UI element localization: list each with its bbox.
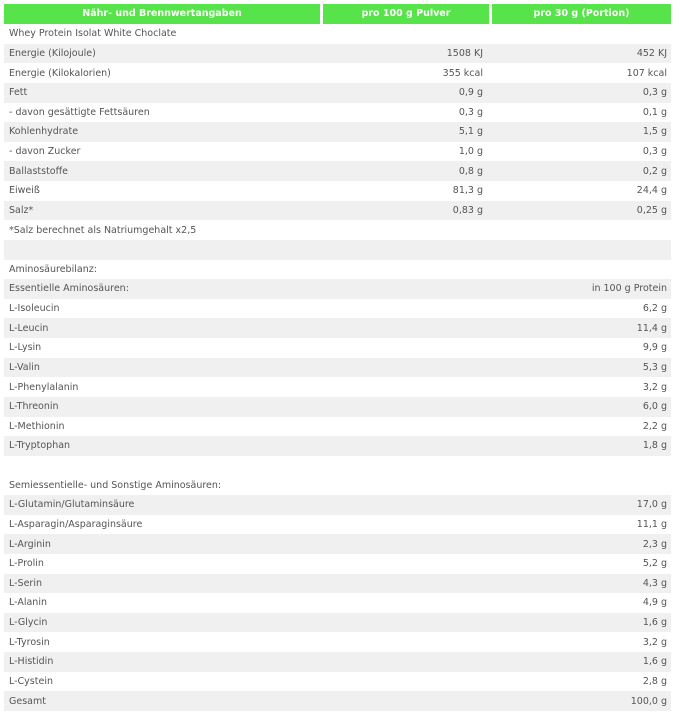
nutrition-table xyxy=(4,4,671,711)
amino-label: L-Isoleucin xyxy=(9,303,60,315)
table-row xyxy=(4,181,671,201)
table-row xyxy=(4,515,671,535)
amino-value: 1,8 g xyxy=(642,440,667,452)
salt-note: *Salz berechnet als Natriumgehalt x2,5 xyxy=(9,224,197,236)
table-row xyxy=(4,613,671,633)
amino-value: 4,9 g xyxy=(642,597,667,609)
nutrient-label: - davon gesättigte Fettsäuren xyxy=(9,106,150,118)
table-row xyxy=(4,377,671,397)
salt-note-row xyxy=(4,220,671,240)
spacer-row xyxy=(4,456,671,476)
nutrient-label: - davon Zucker xyxy=(9,146,81,158)
amino-value: 17,0 g xyxy=(636,499,667,511)
amino-value: 3,2 g xyxy=(642,381,667,393)
nutrient-per-serving: 0,25 g xyxy=(636,204,667,216)
nutrient-per-100g: 0,83 g xyxy=(452,204,483,216)
nutrient-per-100g: 1508 KJ xyxy=(446,47,483,59)
nutrient-label: Energie (Kilojoule) xyxy=(9,47,96,59)
table-row xyxy=(4,436,671,456)
amino-value: 2,3 g xyxy=(642,538,667,550)
table-row xyxy=(4,338,671,358)
table-row xyxy=(4,554,671,574)
amino-value: 2,2 g xyxy=(642,420,667,432)
table-row xyxy=(4,83,671,103)
table-row xyxy=(4,44,671,64)
amino-label: L-Histidin xyxy=(9,656,54,668)
table-row xyxy=(4,632,671,652)
table-row xyxy=(4,63,671,83)
amino-value: 11,1 g xyxy=(636,518,667,530)
nutrient-per-100g: 81,3 g xyxy=(452,185,483,197)
nutrient-label: Eiweiß xyxy=(9,185,40,197)
nutrient-label: Energie (Kilokalorien) xyxy=(9,67,111,79)
semi-title: Semiessentielle- und Sonstige Aminosäuren: xyxy=(9,479,222,491)
amino-value: 6,2 g xyxy=(642,303,667,315)
nutrient-per-100g: 355 kcal xyxy=(442,67,483,79)
amino-label: L-Alanin xyxy=(9,597,47,609)
table-row xyxy=(4,652,671,672)
table-row xyxy=(4,495,671,515)
essential-rows xyxy=(4,299,671,456)
table-row xyxy=(4,417,671,437)
amino-label: L-Lysin xyxy=(9,342,42,354)
table-row xyxy=(4,122,671,142)
amino-label: L-Phenylalanin xyxy=(9,381,79,393)
amino-value: 6,0 g xyxy=(642,401,667,413)
nutrient-per-serving: 452 KJ xyxy=(636,47,667,59)
amino-label: L-Prolin xyxy=(9,558,44,570)
nutrient-per-100g: 0,8 g xyxy=(458,165,483,177)
header-nutrition-facts: Nähr- und Brennwertangaben xyxy=(4,4,320,24)
nutrient-label: Fett xyxy=(9,87,28,99)
table-row xyxy=(4,672,671,692)
essential-unit-label: in 100 g Protein xyxy=(591,283,667,295)
total-label: Gesamt xyxy=(9,695,46,707)
amino-value: 5,2 g xyxy=(642,558,667,570)
essential-header-row xyxy=(4,279,671,299)
nutrient-label: Kohlenhydrate xyxy=(9,126,79,138)
nutrient-label: Ballaststoffe xyxy=(9,165,68,177)
amino-value: 5,3 g xyxy=(642,361,667,373)
semi-header-row xyxy=(4,475,671,495)
amino-label: L-Asparagin/Asparaginsäure xyxy=(9,518,143,530)
amino-value: 1,6 g xyxy=(642,656,667,668)
table-row xyxy=(4,593,671,613)
amino-label: L-Tryptophan xyxy=(9,440,71,452)
nutrient-per-100g: 0,3 g xyxy=(458,106,483,118)
table-row xyxy=(4,103,671,123)
amino-label: L-Valin xyxy=(9,361,40,373)
table-row xyxy=(4,574,671,594)
product-name: Whey Protein Isolat White Choclate xyxy=(9,28,177,40)
total-row xyxy=(4,691,671,711)
nutrient-per-serving: 0,3 g xyxy=(642,146,667,158)
header-per-100g: pro 100 g Pulver xyxy=(323,4,489,24)
amino-label: L-Serin xyxy=(9,577,42,589)
essential-title: Essentielle Aminosäuren: xyxy=(9,283,129,295)
amino-label: L-Tyrosin xyxy=(9,636,50,648)
amino-label: L-Arginin xyxy=(9,538,51,550)
table-row xyxy=(4,161,671,181)
product-name-row xyxy=(4,24,671,44)
table-row xyxy=(4,534,671,554)
nutrient-per-serving: 0,3 g xyxy=(642,87,667,99)
nutrient-per-serving: 24,4 g xyxy=(636,185,667,197)
amino-value: 4,3 g xyxy=(642,577,667,589)
table-row xyxy=(4,142,671,162)
amino-label: L-Cystein xyxy=(9,675,53,687)
table-row xyxy=(4,397,671,417)
nutrient-per-100g: 1,0 g xyxy=(458,146,483,158)
table-row xyxy=(4,358,671,378)
header-per-serving: pro 30 g (Portion) xyxy=(492,4,671,24)
amino-title: Aminosäurebilanz: xyxy=(9,263,97,275)
table-row xyxy=(4,299,671,319)
amino-value: 9,9 g xyxy=(642,342,667,354)
nutrient-per-serving: 107 kcal xyxy=(626,67,667,79)
amino-label: L-Glycin xyxy=(9,617,48,629)
total-value: 100,0 g xyxy=(630,695,667,707)
amino-label: L-Threonin xyxy=(9,401,59,413)
table-row xyxy=(4,201,671,221)
amino-value: 1,6 g xyxy=(642,617,667,629)
amino-label: L-Methionin xyxy=(9,420,65,432)
spacer-row xyxy=(4,240,671,260)
amino-value: 3,2 g xyxy=(642,636,667,648)
amino-label: L-Leucin xyxy=(9,322,49,334)
table-header xyxy=(4,4,671,24)
nutrient-per-serving: 0,2 g xyxy=(642,165,667,177)
nutrient-per-100g: 0,9 g xyxy=(458,87,483,99)
nutrient-rows xyxy=(4,44,671,221)
amino-label: L-Glutamin/Glutaminsäure xyxy=(9,499,135,511)
amino-title-row xyxy=(4,260,671,280)
nutrient-label: Salz* xyxy=(9,204,34,216)
nutrient-per-serving: 0,1 g xyxy=(642,106,667,118)
table-row xyxy=(4,318,671,338)
nutrient-per-100g: 5,1 g xyxy=(458,126,483,138)
amino-value: 11,4 g xyxy=(636,322,667,334)
nutrient-per-serving: 1,5 g xyxy=(642,126,667,138)
amino-value: 2,8 g xyxy=(642,675,667,687)
semi-rows xyxy=(4,495,671,691)
